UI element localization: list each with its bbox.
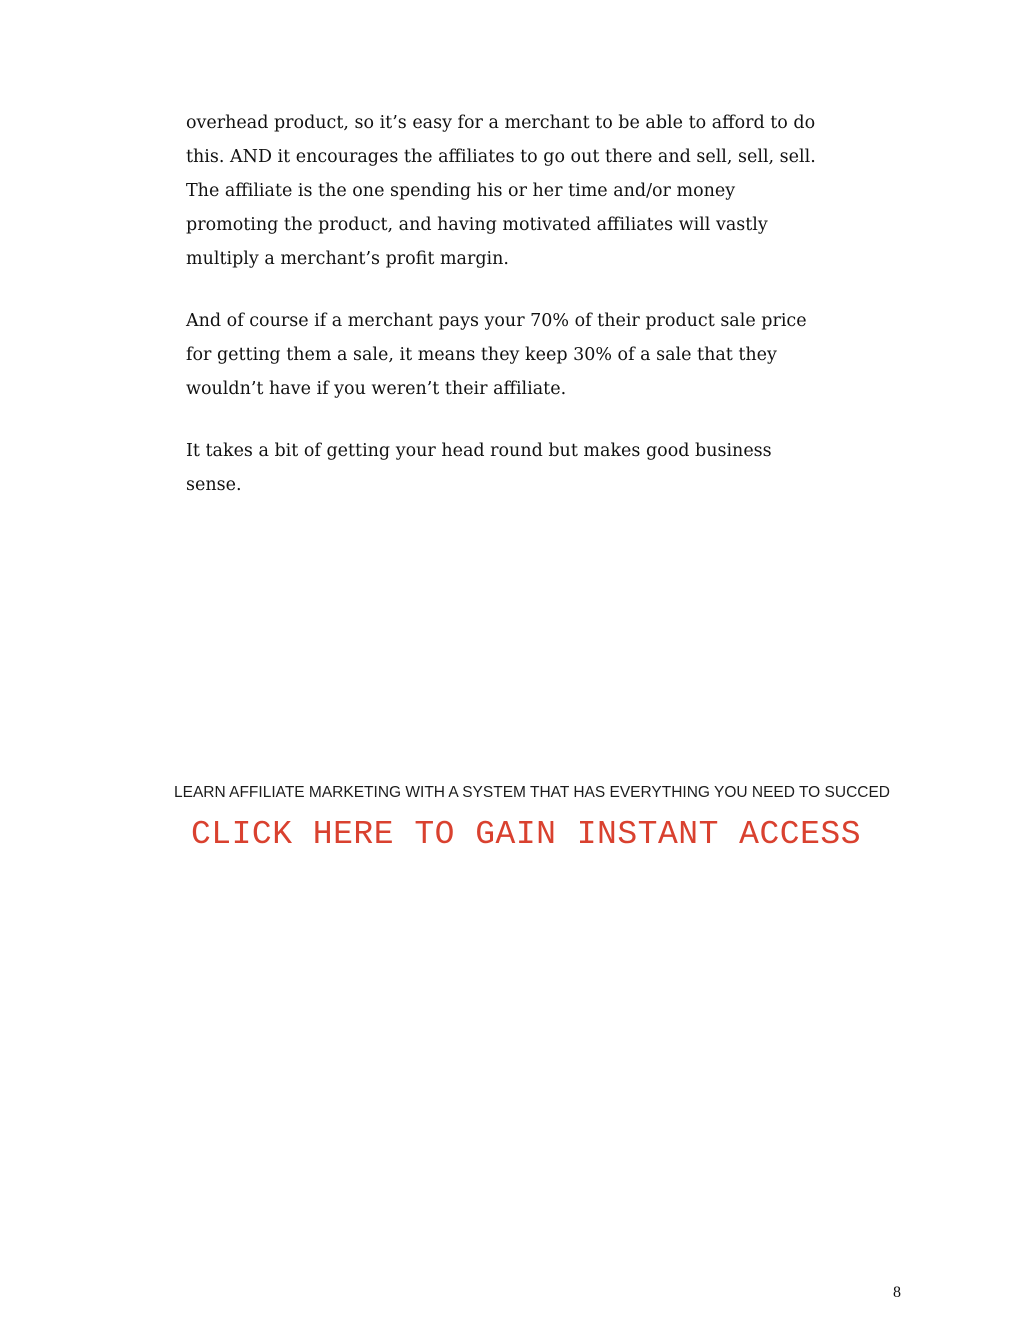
paragraph-1 <box>186 106 826 276</box>
gain-access-link[interactable]: CLICK HERE TO GAIN INSTANT ACCESS <box>190 816 861 853</box>
paragraph-line: The affiliate is the one spending his or her time and/or money <box>186 181 736 201</box>
paragraph-line: It takes a bit of getting your head round but makes good business <box>186 441 772 461</box>
paragraph-line: overhead product, so it’s easy for a merchant to be able to afford to do <box>186 113 816 133</box>
page-number: 8 <box>893 1284 901 1301</box>
paragraph-3 <box>186 434 826 502</box>
body-text <box>186 106 826 530</box>
paragraph-line: this. AND it encourages the affiliates to go out there and sell, sell, sell. <box>186 147 816 167</box>
promo-caption: LEARN AFFILIATE MARKETING WITH A SYSTEM THAT HAS EVERYTHING YOU NEED TO SUCCED <box>173 784 890 801</box>
paragraph-line: promoting the product, and having motivated affiliates will vastly <box>186 215 768 235</box>
paragraph-line: multiply a merchant’s profit margin. <box>186 249 509 269</box>
paragraph-line: wouldn’t have if you weren’t their affiliate. <box>186 379 567 399</box>
paragraph-2 <box>186 304 826 406</box>
paragraph-line: And of course if a merchant pays your 70% of their product sale price <box>186 311 807 331</box>
paragraph-line: for getting them a sale, it means they keep 30% of a sale that they <box>186 345 777 365</box>
paragraph-line: sense. <box>186 475 242 495</box>
